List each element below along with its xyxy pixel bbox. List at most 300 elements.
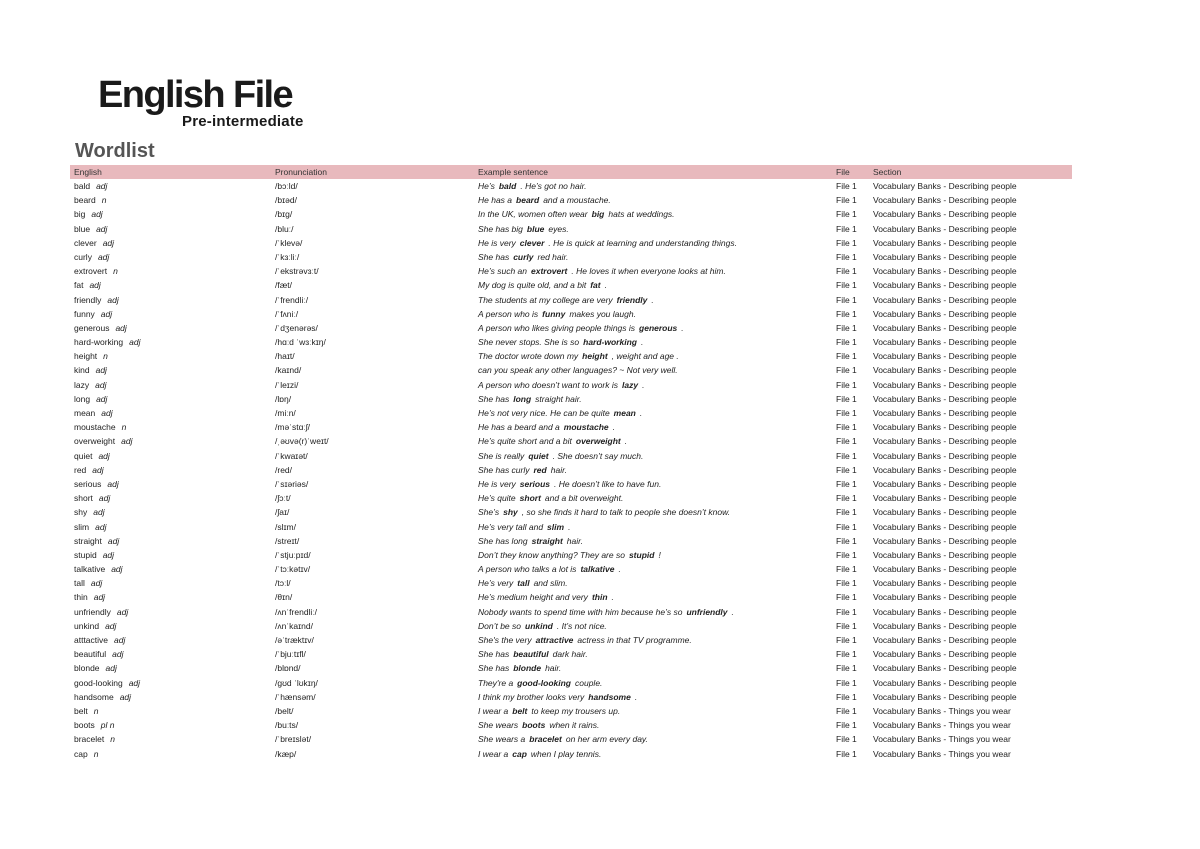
- cell-example: [478, 264, 726, 278]
- cell-section: Vocabulary Banks - Describing people: [873, 237, 1017, 248]
- example-pre: He has a: [478, 195, 513, 206]
- cell-file: File 1: [836, 393, 857, 404]
- table-row: [70, 562, 1072, 576]
- example-keyword: beautiful: [513, 649, 549, 660]
- cell-section: Vocabulary Banks - Describing people: [873, 464, 1017, 475]
- cell-file: File 1: [836, 620, 857, 631]
- header-pronunciation: Pronunciation: [275, 167, 327, 177]
- part-of-speech: adj: [102, 237, 115, 248]
- part-of-speech: adj: [116, 606, 129, 617]
- cell-english: [74, 307, 112, 321]
- cell-pronunciation: /ˈkɜːliː/: [275, 251, 300, 262]
- example-post: .: [639, 408, 643, 418]
- word: straight: [74, 535, 102, 546]
- example-keyword: thin: [591, 592, 608, 603]
- example-pre: He’s quite: [478, 493, 516, 504]
- word: friendly: [74, 294, 102, 305]
- cell-example: [478, 661, 561, 675]
- word: unkind: [74, 620, 100, 631]
- part-of-speech: pl n: [100, 720, 115, 731]
- word: blonde: [74, 663, 100, 674]
- cell-example: [478, 576, 568, 590]
- part-of-speech: adj: [89, 280, 101, 291]
- part-of-speech: adj: [129, 337, 141, 348]
- example-post: actress in that TV programme.: [577, 635, 692, 645]
- cell-file: File 1: [836, 266, 857, 277]
- table-row: [70, 548, 1072, 562]
- example-post: !: [658, 549, 661, 560]
- cell-english: [74, 633, 125, 647]
- example-post: .: [642, 379, 645, 390]
- cell-example: [478, 335, 643, 349]
- word: talkative: [74, 564, 106, 575]
- example-keyword: height: [582, 351, 608, 362]
- cell-example: [478, 420, 615, 434]
- cell-pronunciation: /ˈkwaɪət/: [275, 450, 308, 461]
- table-row: [70, 449, 1072, 463]
- cell-section: Vocabulary Banks - Describing people: [873, 507, 1017, 518]
- part-of-speech: adj: [107, 294, 119, 305]
- cell-section: Vocabulary Banks - Describing people: [873, 691, 1017, 702]
- cell-file: File 1: [836, 322, 857, 333]
- example-pre: Nobody wants to spend time with him because he’s so: [478, 606, 683, 617]
- cell-pronunciation: /ˈfʌniː/: [275, 308, 299, 319]
- cell-section: Vocabulary Banks - Things you wear: [873, 748, 1011, 759]
- example-pre: In the UK, women often wear: [478, 209, 588, 220]
- part-of-speech: n: [103, 351, 108, 362]
- cell-pronunciation: /ɡʊd ˈlʊkɪŋ/: [275, 677, 318, 688]
- cell-file: File 1: [836, 422, 857, 433]
- example-pre: She has big: [478, 223, 523, 234]
- cell-file: File 1: [836, 365, 857, 376]
- example-pre: I wear a: [478, 705, 509, 716]
- example-post: couple.: [575, 677, 603, 688]
- word: atttactive: [74, 635, 109, 645]
- part-of-speech: adj: [96, 181, 108, 191]
- example-post: , weight and age .: [611, 351, 679, 362]
- cell-section: Vocabulary Banks - Describing people: [873, 493, 1017, 504]
- table-row: [70, 590, 1072, 604]
- example-pre: A person who doesn’t want to work is: [478, 379, 619, 390]
- word: bald: [74, 181, 91, 191]
- cell-pronunciation: /bluː/: [275, 223, 294, 234]
- header-example: Example sentence: [478, 167, 548, 177]
- cell-file: File 1: [836, 564, 857, 575]
- table-row: [70, 363, 1072, 377]
- cell-file: File 1: [836, 507, 857, 518]
- example-post: , so she finds it hard to talk to people she doesn’t know.: [521, 507, 731, 518]
- cell-example: [478, 449, 643, 463]
- example-pre: He’s such an: [478, 266, 527, 277]
- cell-pronunciation: /ˈleɪzi/: [275, 379, 299, 390]
- example-keyword: good-looking: [517, 677, 571, 688]
- part-of-speech: adj: [115, 322, 127, 333]
- part-of-speech: adj: [111, 564, 123, 575]
- word: tall: [74, 578, 85, 589]
- table-body: [70, 179, 1072, 761]
- example-pre: He has a beard and a: [478, 422, 560, 433]
- table-row: [70, 420, 1072, 434]
- example-post: .: [612, 422, 616, 433]
- table-row: [70, 704, 1072, 718]
- part-of-speech: adj: [95, 379, 107, 390]
- cell-file: File 1: [836, 379, 857, 390]
- cell-section: Vocabulary Banks - Describing people: [873, 635, 1017, 645]
- example-pre: She has: [478, 649, 510, 660]
- cell-file: File 1: [836, 478, 857, 489]
- example-keyword: shy: [503, 507, 518, 518]
- cell-section: Vocabulary Banks - Describing people: [873, 408, 1017, 418]
- cell-file: File 1: [836, 223, 857, 234]
- example-post: hats at weddings.: [608, 209, 675, 220]
- word: cap: [74, 748, 88, 759]
- cell-example: [478, 690, 637, 704]
- cell-file: File 1: [836, 351, 857, 362]
- cell-example: [478, 534, 583, 548]
- example-keyword: generous: [639, 322, 678, 333]
- example-keyword: attractive: [535, 635, 574, 645]
- example-pre: He’s very tall and: [478, 521, 544, 532]
- example-pre: The students at my college are very: [478, 294, 613, 305]
- example-keyword: stupid: [628, 549, 655, 560]
- part-of-speech: adj: [100, 308, 113, 319]
- cell-pronunciation: /bɪəd/: [275, 195, 297, 206]
- cell-example: [478, 321, 684, 335]
- cell-english: [74, 179, 107, 193]
- part-of-speech: adj: [121, 436, 133, 447]
- example-post: red hair.: [537, 251, 569, 262]
- part-of-speech: adj: [96, 223, 108, 234]
- word: long: [74, 393, 91, 404]
- table-row: [70, 505, 1072, 519]
- example-keyword: fat: [590, 280, 601, 291]
- example-post: to keep my trousers up.: [531, 705, 621, 716]
- cell-example: [478, 222, 569, 236]
- cell-example: [478, 179, 587, 193]
- table-row: [70, 647, 1072, 661]
- cell-example: [478, 633, 692, 647]
- cell-pronunciation: /məˈstɑːʃ/: [275, 422, 310, 433]
- word: clever: [74, 237, 97, 248]
- part-of-speech: adj: [105, 620, 117, 631]
- example-post: . It’s not nice.: [556, 620, 607, 631]
- cell-section: Vocabulary Banks - Describing people: [873, 351, 1017, 362]
- cell-pronunciation: /bɔːld/: [275, 181, 298, 191]
- example-post: .: [568, 521, 571, 532]
- cell-pronunciation: /fæt/: [275, 280, 293, 291]
- word: thin: [74, 592, 88, 603]
- logo-main-text: English File: [98, 74, 293, 116]
- cell-english: [74, 718, 115, 732]
- cell-section: Vocabulary Banks - Describing people: [873, 478, 1017, 489]
- cell-section: Vocabulary Banks - Describing people: [873, 308, 1017, 319]
- cell-file: File 1: [836, 251, 857, 262]
- example-pre: A person who talks a lot is: [478, 564, 577, 575]
- example-keyword: big: [591, 209, 605, 220]
- cell-file: File 1: [836, 734, 857, 745]
- cell-example: [478, 349, 679, 363]
- wordlist-table: [70, 165, 1072, 761]
- example-post: .: [624, 436, 628, 447]
- example-keyword: beard: [516, 195, 540, 206]
- cell-file: File 1: [836, 677, 857, 688]
- cell-pronunciation: /kæp/: [275, 748, 297, 759]
- cell-file: File 1: [836, 549, 857, 560]
- cell-file: File 1: [836, 195, 857, 206]
- example-pre: She has: [478, 251, 510, 262]
- cell-section: Vocabulary Banks - Describing people: [873, 521, 1017, 532]
- cell-section: Vocabulary Banks - Describing people: [873, 620, 1017, 631]
- cell-example: [478, 207, 675, 221]
- example-pre: The doctor wrote down my: [478, 351, 579, 362]
- cell-file: File 1: [836, 181, 857, 191]
- cell-example: [478, 434, 627, 448]
- example-keyword: tall: [517, 578, 530, 589]
- table-header-row: [70, 165, 1072, 179]
- example-post: .: [604, 280, 607, 291]
- example-keyword: blonde: [513, 663, 542, 674]
- table-row: [70, 718, 1072, 732]
- example-post: when it rains.: [549, 720, 600, 731]
- cell-section: Vocabulary Banks - Describing people: [873, 209, 1017, 220]
- cell-section: Vocabulary Banks - Describing people: [873, 564, 1017, 575]
- table-row: [70, 747, 1072, 761]
- part-of-speech: adj: [95, 365, 107, 376]
- table-row: [70, 732, 1072, 746]
- cell-example: [478, 590, 614, 604]
- cell-example: [478, 676, 602, 690]
- cell-pronunciation: /miːn/: [275, 408, 296, 418]
- example-pre: He is very: [478, 237, 516, 248]
- word: overweight: [74, 436, 116, 447]
- cell-file: File 1: [836, 748, 857, 759]
- table-row: [70, 307, 1072, 321]
- example-post: .: [640, 337, 644, 348]
- table-row: [70, 335, 1072, 349]
- cell-example: [478, 562, 621, 576]
- cell-pronunciation: /blɒnd/: [275, 663, 301, 674]
- cell-section: Vocabulary Banks - Describing people: [873, 422, 1017, 433]
- example-keyword: quiet: [528, 450, 549, 461]
- example-pre: He’s very: [478, 578, 514, 589]
- example-post: when I play tennis.: [530, 748, 602, 759]
- cell-file: File 1: [836, 592, 857, 603]
- cell-example: [478, 406, 642, 420]
- cell-english: [74, 207, 103, 221]
- cell-section: Vocabulary Banks - Describing people: [873, 393, 1017, 404]
- logo-sub-text: Pre-intermediate: [182, 113, 304, 130]
- example-keyword: straight: [531, 535, 563, 546]
- cell-file: File 1: [836, 649, 857, 660]
- cell-pronunciation: /hɑːd ˈwɜːkɪŋ/: [275, 337, 326, 348]
- cell-section: Vocabulary Banks - Describing people: [873, 535, 1017, 546]
- cell-english: [74, 222, 107, 236]
- example-post: . He doesn’t like to have fun.: [554, 478, 662, 489]
- cell-section: Vocabulary Banks - Things you wear: [873, 734, 1011, 745]
- table-row: [70, 179, 1072, 193]
- cell-english: [74, 548, 114, 562]
- cell-pronunciation: /əˈtræktɪv/: [275, 635, 314, 645]
- word: lazy: [74, 379, 90, 390]
- part-of-speech: adj: [96, 393, 108, 404]
- word: boots: [74, 720, 95, 731]
- example-pre: He’s: [478, 181, 495, 191]
- example-keyword: talkative: [580, 564, 615, 575]
- example-pre: She wears: [478, 720, 519, 731]
- example-pre: Don’t they know anything? They are so: [478, 549, 625, 560]
- cell-example: [478, 732, 648, 746]
- cell-english: [74, 406, 113, 420]
- cell-file: File 1: [836, 294, 857, 305]
- example-keyword: blue: [526, 223, 545, 234]
- cell-pronunciation: /bɪɡ/: [275, 209, 293, 220]
- cell-file: File 1: [836, 705, 857, 716]
- example-pre: She is really: [478, 450, 525, 461]
- part-of-speech: n: [110, 734, 115, 745]
- cell-file: File 1: [836, 337, 857, 348]
- table-row: [70, 534, 1072, 548]
- table-row: [70, 633, 1072, 647]
- cell-english: [74, 576, 102, 590]
- word: fat: [74, 280, 84, 291]
- word: quiet: [74, 450, 93, 461]
- part-of-speech: n: [101, 195, 107, 206]
- cell-english: [74, 278, 101, 292]
- cell-english: [74, 293, 119, 307]
- part-of-speech: adj: [97, 251, 110, 262]
- example-pre: A person who likes giving people things is: [478, 322, 636, 333]
- word: kind: [74, 365, 90, 376]
- cell-english: [74, 434, 132, 448]
- example-keyword: moustache: [563, 422, 609, 433]
- cell-pronunciation: /buːts/: [275, 720, 299, 731]
- table-row: [70, 619, 1072, 633]
- cell-section: Vocabulary Banks - Describing people: [873, 379, 1017, 390]
- part-of-speech: n: [121, 422, 127, 433]
- cell-english: [74, 704, 98, 718]
- example-post: . He is quick at learning and understanding things.: [548, 237, 737, 248]
- example-keyword: cap: [512, 748, 527, 759]
- word: curly: [74, 251, 92, 262]
- word: generous: [74, 322, 110, 333]
- cell-file: File 1: [836, 436, 857, 447]
- example-post: hair.: [545, 663, 562, 674]
- cell-section: Vocabulary Banks - Describing people: [873, 677, 1017, 688]
- cell-pronunciation: /ˈstjuːpɪd/: [275, 549, 311, 560]
- cell-english: [74, 321, 127, 335]
- table-row: [70, 278, 1072, 292]
- part-of-speech: adj: [92, 464, 104, 475]
- example-keyword: long: [513, 393, 532, 404]
- cell-english: [74, 747, 98, 761]
- example-pre: He’s not very nice. He can be quite: [478, 408, 610, 418]
- example-keyword: unkind: [525, 620, 553, 631]
- cell-english: [74, 420, 126, 434]
- cell-section: Vocabulary Banks - Describing people: [873, 592, 1017, 603]
- example-pre: She wears a: [478, 734, 526, 745]
- example-pre: can you speak any other languages? ~ Not very well.: [478, 365, 678, 376]
- example-keyword: extrovert: [530, 266, 568, 277]
- table-row: [70, 321, 1072, 335]
- cell-file: File 1: [836, 663, 857, 674]
- cell-example: [478, 278, 607, 292]
- example-pre: My dog is quite old, and a bit: [478, 280, 587, 291]
- cell-example: [478, 193, 611, 207]
- example-post: and slim.: [533, 578, 568, 589]
- word: serious: [74, 478, 102, 489]
- cell-example: [478, 718, 599, 732]
- table-row: [70, 661, 1072, 675]
- part-of-speech: adj: [93, 592, 106, 603]
- table-row: [70, 491, 1072, 505]
- cell-example: [478, 619, 607, 633]
- cell-english: [74, 505, 105, 519]
- cell-pronunciation: /ˈsɪəriəs/: [275, 478, 309, 489]
- part-of-speech: adj: [105, 663, 117, 674]
- cell-pronunciation: /ˈbreɪslət/: [275, 734, 312, 745]
- example-post: .: [618, 564, 621, 575]
- cell-section: Vocabulary Banks - Describing people: [873, 663, 1017, 674]
- example-pre: She has: [478, 663, 510, 674]
- cell-english: [74, 363, 107, 377]
- example-pre: She has: [478, 393, 510, 404]
- example-pre: I wear a: [478, 748, 509, 759]
- cell-section: Vocabulary Banks - Describing people: [873, 322, 1017, 333]
- example-post: dark hair.: [552, 649, 588, 660]
- example-keyword: clever: [519, 237, 545, 248]
- table-row: [70, 236, 1072, 250]
- cell-pronunciation: /ʌnˈkaɪnd/: [275, 620, 313, 631]
- word: belt: [74, 705, 88, 716]
- part-of-speech: adj: [112, 649, 124, 660]
- cell-pronunciation: /ʃɔːt/: [275, 493, 291, 504]
- cell-section: Vocabulary Banks - Describing people: [873, 578, 1017, 589]
- cell-file: File 1: [836, 280, 857, 291]
- cell-file: File 1: [836, 308, 857, 319]
- cell-example: [478, 307, 636, 321]
- word: stupid: [74, 549, 97, 560]
- cell-english: [74, 690, 131, 704]
- cell-section: Vocabulary Banks - Describing people: [873, 223, 1017, 234]
- example-pre: He’s medium height and very: [478, 592, 588, 603]
- cell-english: [74, 661, 117, 675]
- word: unfriendly: [74, 606, 111, 617]
- example-pre: A person who is: [478, 308, 539, 319]
- example-pre: Don’t be so: [478, 620, 521, 631]
- example-post: .: [651, 294, 654, 305]
- table-row: [70, 222, 1072, 236]
- cell-pronunciation: /ʌnˈfrendliː/: [275, 606, 318, 617]
- part-of-speech: adj: [98, 450, 110, 461]
- cell-file: File 1: [836, 691, 857, 702]
- word: funny: [74, 308, 95, 319]
- cell-section: Vocabulary Banks - Describing people: [873, 606, 1017, 617]
- word: bracelet: [74, 734, 105, 745]
- example-pre: I think my brother looks very: [478, 691, 585, 702]
- example-keyword: friendly: [616, 294, 648, 305]
- example-keyword: bracelet: [529, 734, 562, 745]
- cell-pronunciation: /θɪn/: [275, 592, 293, 603]
- example-pre: He’s quite short and a bit: [478, 436, 572, 447]
- word: red: [74, 464, 87, 475]
- word: hard-working: [74, 337, 124, 348]
- example-pre: He is very: [478, 478, 516, 489]
- cell-example: [478, 363, 678, 377]
- cell-english: [74, 619, 116, 633]
- word: beard: [74, 195, 96, 206]
- part-of-speech: adj: [107, 478, 119, 489]
- cell-pronunciation: /tɔːl/: [275, 578, 291, 589]
